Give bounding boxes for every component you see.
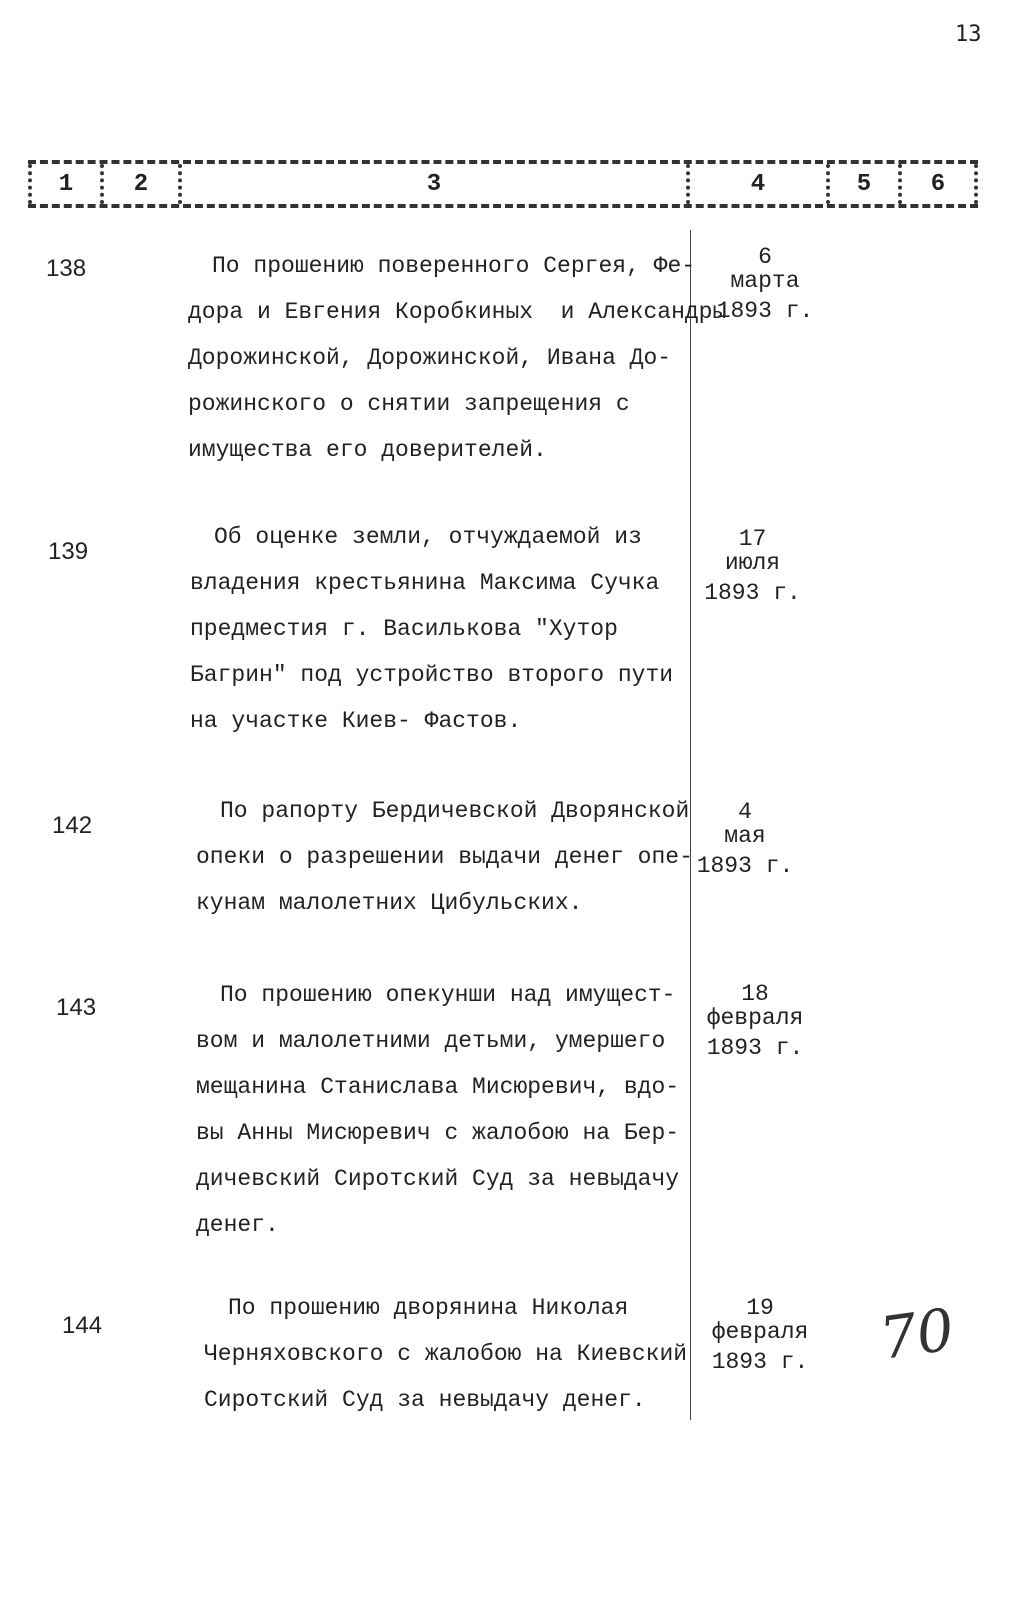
date-month: февраля (711, 1319, 809, 1345)
entry-line: По рапорту Бердичевской Дворянской (220, 798, 690, 824)
entry-line: дичевский Сиротский Суд за невыдачу (196, 1166, 680, 1192)
date-day: 17 (738, 526, 767, 552)
entry-line: владения крестьянина Максима Сучка (190, 570, 660, 596)
entry-number: 138 (46, 255, 87, 282)
date-month: мая (724, 823, 766, 849)
date-year: 1893 г. (716, 298, 814, 324)
entry-number: 144 (62, 1312, 103, 1339)
handwritten-note: 70 (875, 1295, 959, 1373)
entry-date (690, 982, 820, 1060)
date-month: июля (724, 550, 781, 576)
entry-line: По прошению дворянина Николая (228, 1295, 629, 1321)
entry-line: имущества его доверителей. (188, 437, 547, 463)
entry-number: 142 (52, 812, 93, 839)
entry-line: предместия г. Василькова "Хутор (190, 616, 618, 642)
date-month: марта (730, 268, 800, 294)
date-day: 6 (758, 244, 772, 270)
entry-date (690, 800, 800, 878)
entry-line: кунам малолетних Цибульских. (196, 890, 583, 916)
date-year: 1893 г. (711, 1349, 809, 1375)
date-day: 4 (738, 799, 752, 825)
entry-line: денег. (196, 1212, 279, 1238)
entry-line: вы Анны Мисюревич с жалобою на Бер- (196, 1120, 680, 1146)
date-month: февраля (706, 1005, 804, 1031)
entry-text (196, 788, 696, 926)
entry-line: По прошению поверенного Сергея, Фе- (212, 253, 696, 279)
entry-line: опеки о разрешении выдачи денег опе- (196, 844, 693, 870)
header-col-2: 2 (100, 164, 178, 204)
entry-line: дора и Евгения Коробкиных и Александры (188, 299, 727, 325)
entry-date (700, 245, 830, 323)
entry-line: рожинского о снятии запрещения с (188, 391, 630, 417)
entry-line: По прошению опекунши над имущест- (220, 982, 676, 1008)
date-year: 1893 г. (696, 853, 794, 879)
header-col-3: 3 (178, 164, 686, 204)
entry-line: Сиротский Суд за невыдачу денег. (204, 1387, 646, 1413)
entry-line: мещанина Станислава Мисюревич, вдо- (196, 1074, 680, 1100)
entry-line: Дорожинской, Дорожинской, Ивана До- (188, 345, 672, 371)
entry-text (196, 972, 696, 1248)
header-col-5: 5 (826, 164, 898, 204)
entry-line: Багрин" под устройство второго пути (190, 662, 674, 688)
date-year: 1893 г. (706, 1035, 804, 1061)
page-number: 13 (955, 22, 982, 47)
entry-line: Черняховского с жалобою на Киевский (204, 1341, 688, 1367)
entry-text (190, 514, 690, 744)
header-col-4: 4 (686, 164, 826, 204)
header-col-1: 1 (28, 164, 100, 204)
header-col-6: 6 (898, 164, 978, 204)
entry-number: 139 (48, 538, 89, 565)
entry-text (188, 243, 727, 473)
entry-number: 143 (56, 994, 97, 1021)
date-year: 1893 г. (704, 580, 801, 606)
entry-line: на участке Киев- Фастов. (190, 708, 522, 734)
entry-date (695, 527, 810, 605)
date-day: 19 (746, 1295, 774, 1321)
entry-line: вом и малолетними детьми, умершего (196, 1028, 666, 1054)
entry-text (204, 1285, 704, 1423)
date-day: 18 (741, 981, 769, 1007)
table-header (28, 160, 978, 208)
entry-date (695, 1296, 825, 1374)
entry-line: Об оценке земли, отчуждаемой из (214, 524, 642, 550)
